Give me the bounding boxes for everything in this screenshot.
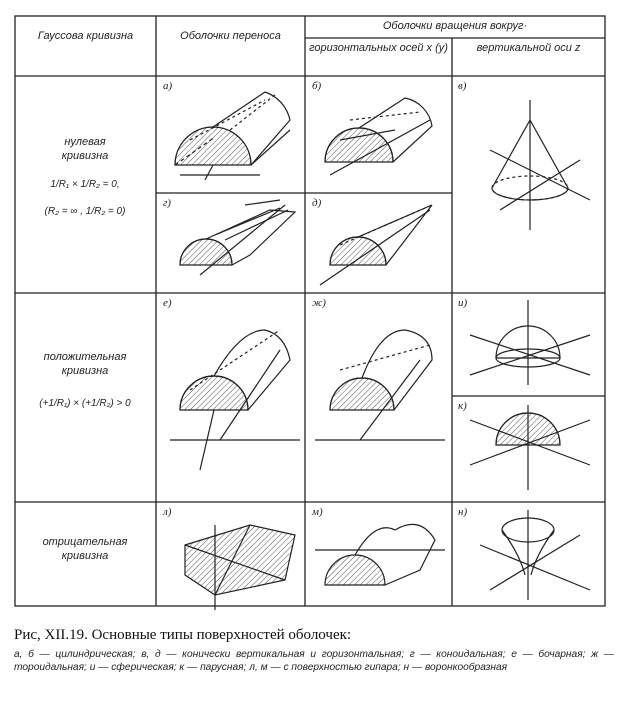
sketch-sphere-i [470,300,590,385]
cell-letter-i: и) [458,297,468,309]
formula-zero-1: 1/R₁ × 1/R₂ = 0, [50,179,120,190]
cell-letter-e: е) [163,297,172,309]
sketch-cylinder-b [325,98,432,175]
row-label-positive: положительная кривизна [43,351,127,377]
sketch-toroidal-zh [315,330,445,440]
sketch-hypar-l [185,525,295,610]
caption-title: Рис, XII.19. Основные типы поверхностей оболочек: [14,627,352,643]
header-gauss: Гауссова кривизна [37,30,134,42]
sketch-sail-k [470,405,590,490]
cell-letter-n: н) [458,506,468,518]
cell-letter-b: б) [312,80,322,92]
caption-body: а, б — цилиндрическая; в, д — конически вертикальная и горизонтальная; г — коноидальная; е — бочарная; ж — тороидальная; и — сферическая; к — парусная; л, м — с поверхностью гипара; н — воронкообразная [14,649,614,673]
table-grid [15,16,605,606]
row-label-negative: отрицательная кривизна [42,536,128,562]
cell-letter-d: д) [312,197,322,209]
header-rotation: Оболочки вращения вокруг· [382,20,528,32]
header-horizontal: горизонтальных осей х (у) [309,42,448,54]
sketch-cylinder-a [175,92,290,180]
header-translation: Оболочки переноса [180,30,281,42]
cell-letter-a: а) [163,80,173,92]
cell-letter-zh: ж) [312,297,326,309]
formula-positive: (+1/R₁) × (+1/R₂) > 0 [39,398,131,409]
sketch-conoid-g [180,200,295,275]
sketch-cone-v [490,100,590,230]
sketch-hypar-m [315,524,445,585]
row-label-zero: нулевая кривизна [61,136,109,162]
formula-zero-2: (R₂ = ∞ , 1/R₂ = 0) [44,206,126,217]
header-vertical: вертикальной оси z [476,42,581,54]
cell-letter-m: м) [312,506,323,518]
sketch-barrel-e [170,330,300,470]
cell-letter-k: к) [458,400,467,412]
cell-letter-g: г) [163,197,171,209]
sketch-cone-d [320,205,432,285]
sketch-funnel-n [480,510,590,600]
cell-letter-v: в) [458,80,467,92]
cell-letter-l: л) [163,506,172,518]
